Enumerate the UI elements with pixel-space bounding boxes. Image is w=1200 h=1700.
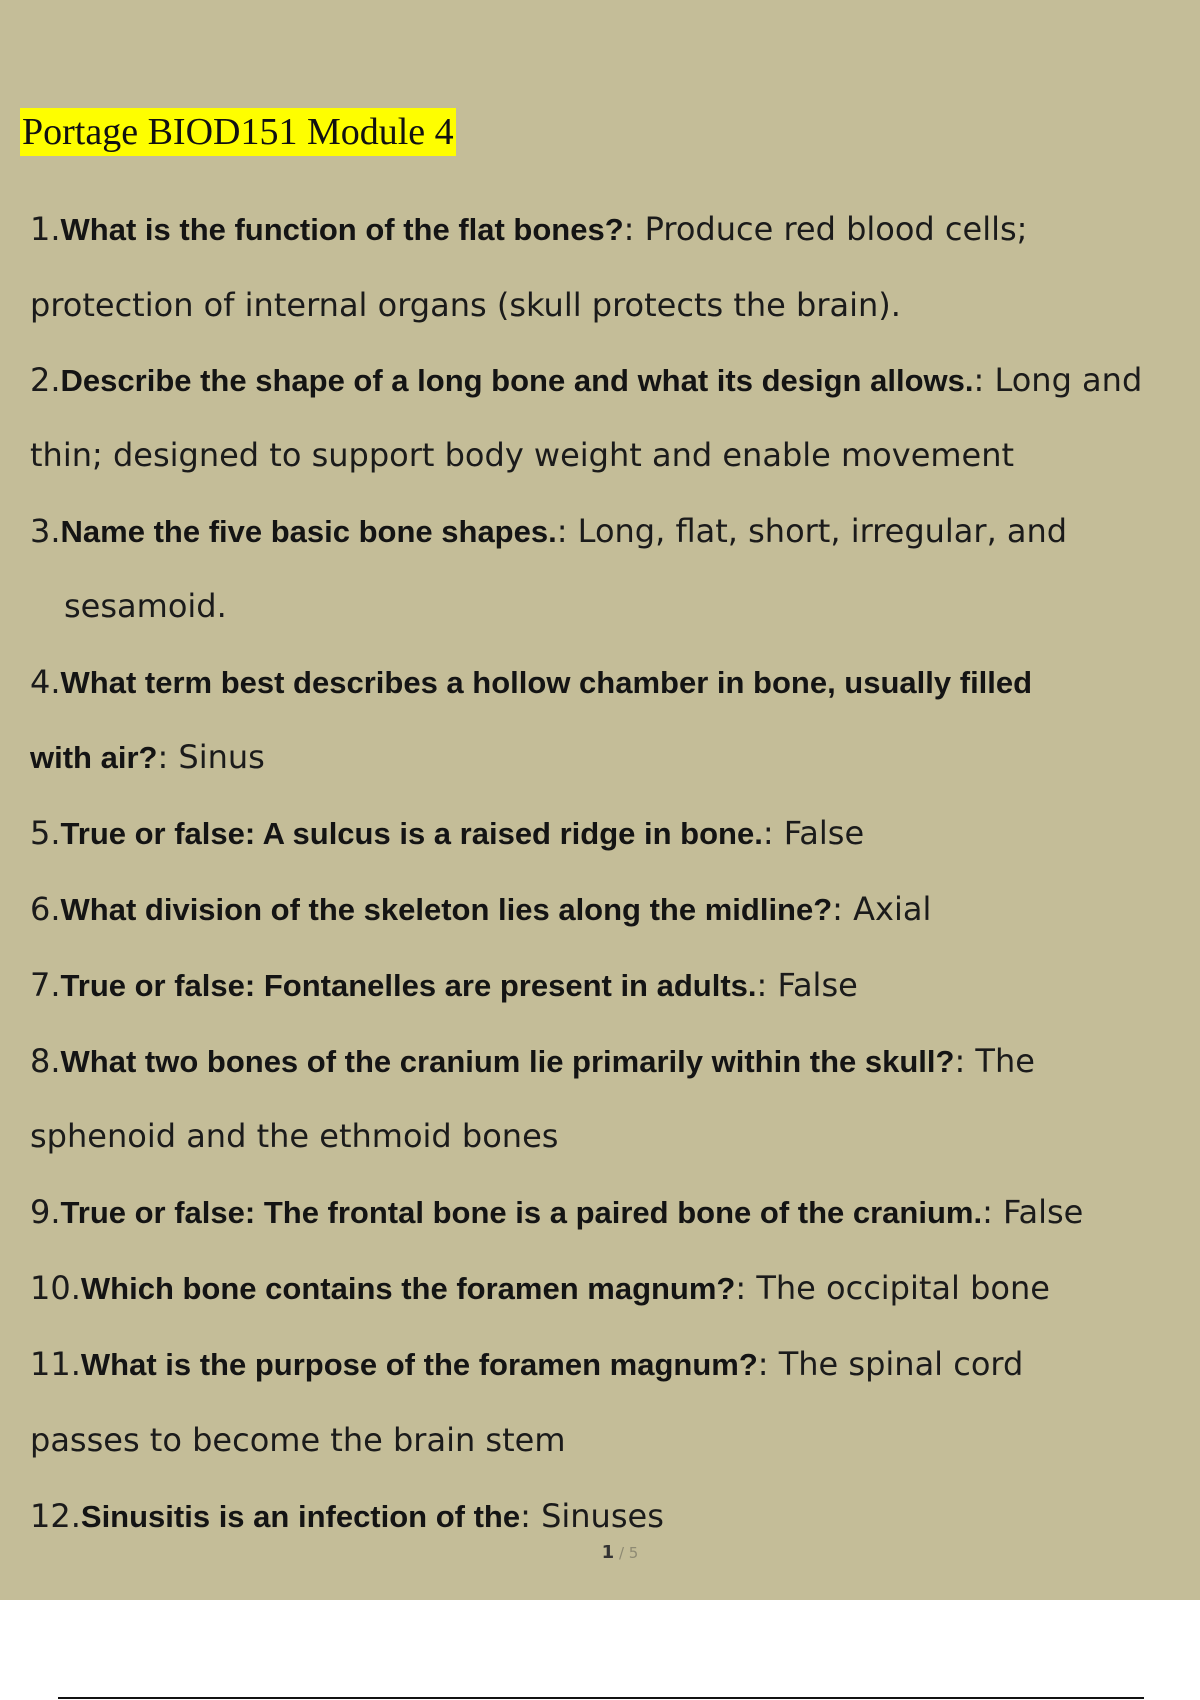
answer-text: protection of internal organs (skull protects the brain). <box>30 286 901 324</box>
answer-text: Sinuses <box>530 1497 664 1535</box>
question-number: 7. <box>30 966 61 1004</box>
answer-text: The <box>965 1042 1035 1080</box>
question-number: 11. <box>30 1345 81 1383</box>
answer-text: False <box>773 814 865 852</box>
answer-text: Axial <box>842 890 932 928</box>
page-separator: / <box>614 1544 629 1562</box>
total-pages: 5 <box>628 1544 639 1562</box>
question-11-line-2 <box>30 1403 1190 1478</box>
question-2-line-2 <box>30 418 1190 493</box>
question-8-line-2 <box>30 1099 1190 1174</box>
document-title: Portage BIOD151 Module 4 <box>20 108 456 156</box>
answer-text: Long, flat, short, irregular, and <box>567 512 1068 550</box>
question-4-line-2 <box>30 720 1190 795</box>
question-5 <box>30 796 1190 871</box>
question-separator: : <box>757 1345 769 1383</box>
question-10 <box>30 1251 1190 1326</box>
question-text: What is the purpose of the foramen magnum? <box>80 1347 758 1382</box>
answer-text: The occipital bone <box>746 1269 1050 1307</box>
question-4-line-1 <box>30 645 1190 720</box>
question-separator: : <box>520 1497 531 1535</box>
question-number: 9. <box>30 1193 61 1231</box>
question-separator: : <box>157 738 169 776</box>
page-indicator <box>0 1542 1200 1563</box>
question-8-line-1 <box>30 1024 1190 1099</box>
question-text: True or false: A sulcus is a raised ridge in bone. <box>60 816 763 851</box>
question-separator: : <box>756 966 768 1004</box>
question-9 <box>30 1175 1190 1250</box>
answer-text: Produce red blood cells; <box>634 210 1028 248</box>
question-separator: : <box>954 1042 966 1080</box>
question-6 <box>30 872 1190 947</box>
answer-text: False <box>992 1193 1084 1231</box>
question-text: What two bones of the cranium lie primarily within the skull? <box>60 1044 955 1079</box>
answer-text: The spinal cord <box>768 1345 1024 1383</box>
question-separator: : <box>973 361 985 399</box>
question-number: 12. <box>30 1497 81 1535</box>
question-number: 2. <box>30 361 61 399</box>
question-number: 8. <box>30 1042 61 1080</box>
question-1-line-2 <box>30 268 1190 343</box>
question-separator: : <box>762 814 774 852</box>
question-3-line-2 <box>30 569 1200 644</box>
question-11-line-1 <box>30 1327 1190 1402</box>
question-text: Sinusitis is an infection of the <box>80 1499 521 1534</box>
question-3-line-1 <box>30 494 1190 569</box>
question-number: 3. <box>30 512 61 550</box>
page-divider <box>58 1697 1144 1699</box>
question-text: True or false: The frontal bone is a paired bone of the cranium. <box>60 1195 983 1230</box>
question-number: 10. <box>30 1269 81 1307</box>
question-text: What term best describes a hollow chamber in bone, usually filled <box>60 665 1033 700</box>
answer-text: passes to become the brain stem <box>30 1421 566 1459</box>
question-text: What division of the skeleton lies along the midline? <box>60 892 833 927</box>
current-page: 1 <box>601 1542 615 1563</box>
question-text: Describe the shape of a long bone and what its design allows. <box>60 363 974 398</box>
question-text: True or false: Fontanelles are present in adults. <box>60 968 757 1003</box>
question-text: Name the five basic bone shapes. <box>60 514 557 549</box>
question-7 <box>30 948 1190 1023</box>
question-2-line-1 <box>30 343 1190 418</box>
question-separator: : <box>735 1269 747 1307</box>
answer-text: Long and <box>984 361 1143 399</box>
answer-text: sphenoid and the ethmoid bones <box>30 1117 559 1155</box>
question-separator: : <box>623 210 635 248</box>
question-number: 6. <box>30 890 61 928</box>
question-number: 1. <box>30 210 61 248</box>
question-separator: : <box>982 1193 993 1231</box>
question-separator: : <box>556 512 568 550</box>
question-separator: : <box>832 890 843 928</box>
question-number: 5. <box>30 814 61 852</box>
question-1-line-1 <box>30 192 1190 267</box>
answer-text: False <box>767 966 858 1004</box>
question-text: with air? <box>30 740 158 775</box>
answer-text: sesamoid. <box>64 587 227 625</box>
question-text: What is the function of the flat bones? <box>60 212 624 247</box>
question-number: 4. <box>30 663 61 701</box>
question-text: Which bone contains the foramen magnum? <box>80 1271 736 1306</box>
answer-text: thin; designed to support body weight and enable movement <box>30 436 1015 474</box>
answer-text: Sinus <box>168 738 265 776</box>
